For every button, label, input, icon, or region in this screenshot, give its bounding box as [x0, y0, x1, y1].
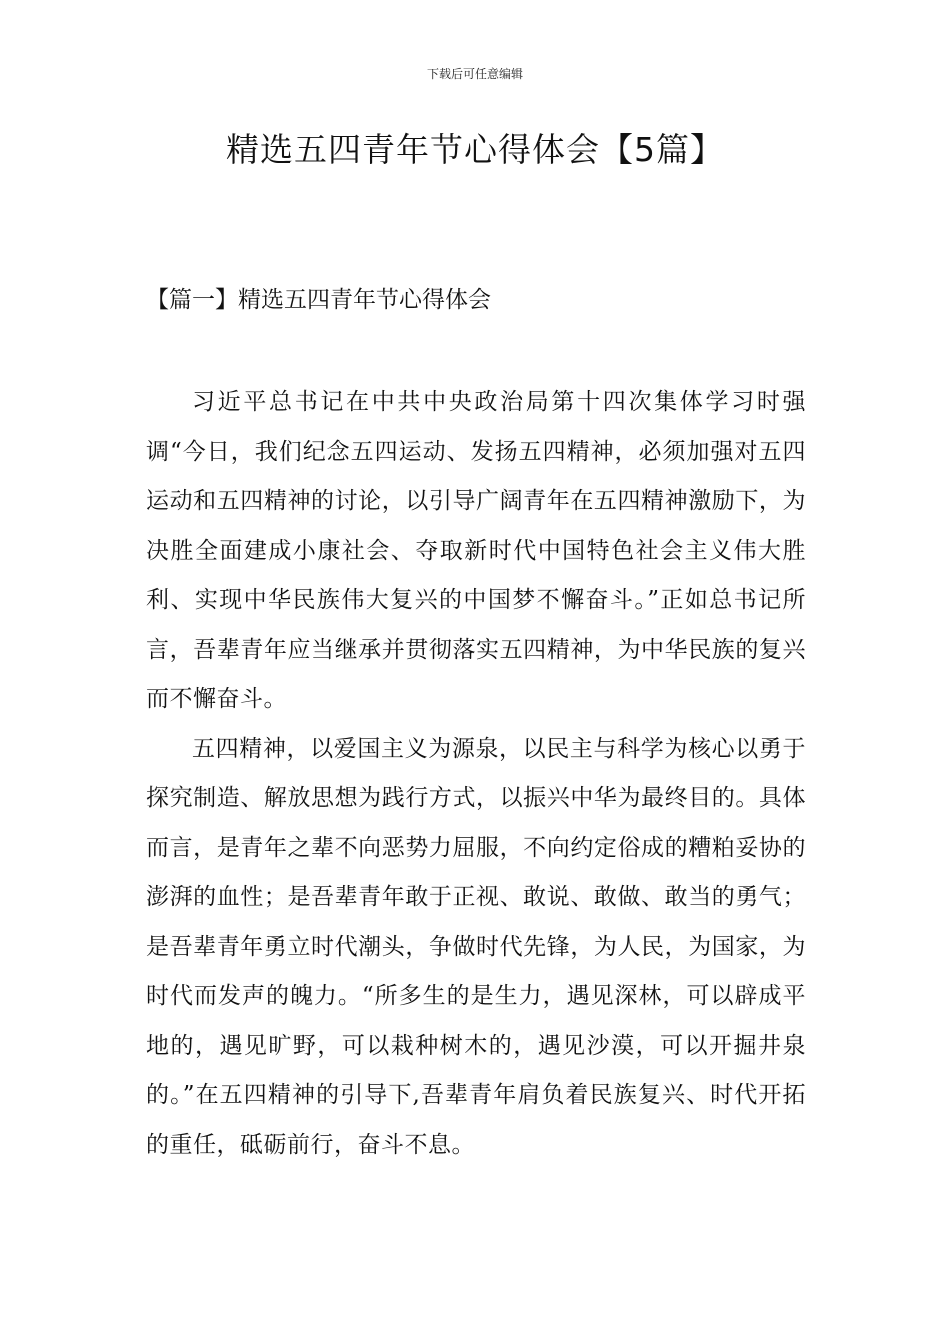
section-heading: 【篇一】精选五四青年节心得体会 [146, 287, 491, 313]
document-title: 精选五四青年节心得体会【5篇】 [226, 130, 724, 169]
paragraph-2: 五四精神，以爱国主义为源泉，以民主与科学为核心以勇于探究制造、解放思想为践行方式，以振兴中华为最终目的。具体而言，是青年之辈不向恶势力屈服，不向约定俗成的糟粕妥协的澎湃的血性；是吾辈青年敢于正视、敢说、敢做、敢当的勇气；是吾辈青年勇立时代潮头，争做时代先锋，为人民，为国家，为时代而发声的魄力。“所多生的是生力，遇见深林，可以辟成平地的，遇见旷野，可以栽种树木的，遇见沙漠，可以开掘井泉的。”在五四精神的引导下,吾辈青年肩负着民族复兴、时代开拓的重任，砥砺前行，奋斗不息。 [146, 735, 806, 1158]
body-text [146, 378, 806, 1170]
header-note: 下载后可任意编辑 [426, 67, 523, 81]
paragraph-1: 习近平总书记在中共中央政治局第十四次集体学习时强调“今日，我们纪念五四运动、发扬五四精神，必须加强对五四运动和五四精神的讨论，以引导广阔青年在五四精神激励下，为决胜全面建成小康社会、夺取新时代中国特色社会主义伟大胜利、实现中华民族伟大复兴的中国梦不懈奋斗。”正如总书记所言，吾辈青年应当继承并贯彻落实五四精神，为中华民族的复兴而不懈奋斗。 [146, 389, 806, 712]
